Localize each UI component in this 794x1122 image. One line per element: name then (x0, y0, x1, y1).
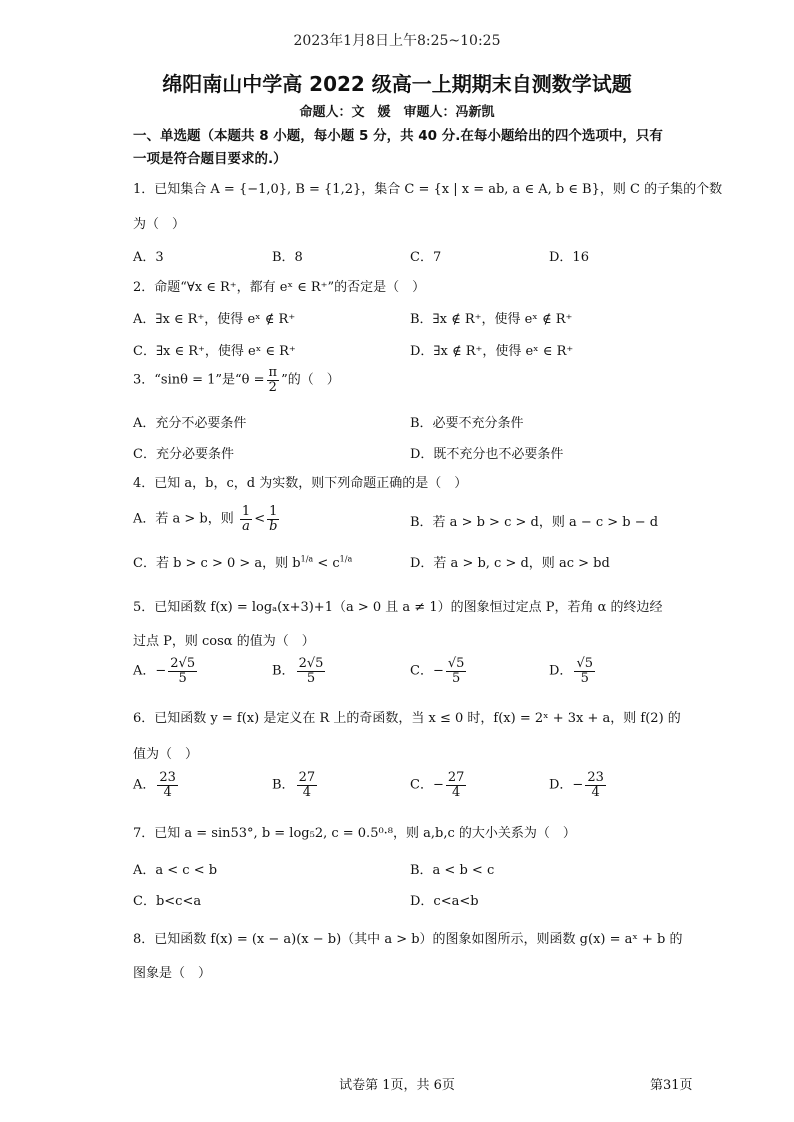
frac-den: 4 (451, 784, 461, 800)
q3-stem-pre: 3．“sinθ = 1”是“θ = (133, 372, 265, 388)
q1-option-d: D．16 (549, 250, 589, 265)
frac-num: 1 (267, 505, 279, 520)
q3-option-b: B．必要不充分条件 (410, 416, 524, 431)
frac-den: 4 (591, 784, 600, 800)
option-label: A． (133, 777, 156, 793)
q3-option-d: D．既不充分也不必要条件 (410, 447, 564, 462)
q3-frac-num: π (268, 365, 278, 380)
q2-option-d: D．∃x ∉ R⁺，使得 eˣ ∈ R⁺ (410, 344, 574, 359)
q6-option-d (549, 771, 608, 799)
q4-option-c (133, 552, 352, 571)
option-label: A．− (133, 663, 167, 679)
q1-option-b: B．8 (272, 250, 303, 265)
q4-option-c-mid: < c (313, 556, 340, 571)
exam-time: 2023年1月8日上午8:25~10:25 (293, 33, 501, 49)
option-label: C．− (410, 777, 444, 793)
q7-option-b: B．a < b < c (410, 863, 495, 878)
frac-num: 27 (447, 770, 465, 785)
q4-option-d: D．若 a > b, c > d，则 ac > bd (410, 556, 610, 571)
q5-option-b (272, 657, 327, 685)
option-fraction (157, 771, 178, 799)
option-label: D． (549, 663, 573, 679)
q4-option-c-text: C．若 b > c > 0 > a，则 b (133, 556, 301, 571)
q1-option-a: A．3 (133, 250, 164, 265)
exponent: 1/a (300, 554, 314, 564)
option-fraction (446, 657, 467, 685)
option-label: B． (272, 663, 295, 679)
q7-option-c: C．b<c<a (133, 894, 202, 909)
q1-stem-line2: 为（ ） (133, 217, 186, 232)
option-fraction (574, 657, 595, 685)
frac-den: 5 (580, 670, 589, 686)
less-than: < (254, 511, 266, 527)
frac-den: 4 (163, 784, 172, 800)
frac-num: 2√5 (170, 656, 196, 671)
frac-num: 23 (159, 770, 176, 785)
q4-stem: 4．已知 a，b，c，d 为实数，则下列命题正确的是（ ） (133, 476, 468, 491)
option-fraction (297, 771, 318, 799)
frac-num: √5 (576, 656, 593, 671)
q3-option-a: A．充分不必要条件 (133, 416, 247, 431)
section-heading-line2: 一项是符合题目要求的.） (133, 151, 287, 167)
option-fraction (168, 657, 197, 685)
q1-option-c: C．7 (410, 250, 442, 265)
q2-option-b: B．∃x ∉ R⁺，使得 eˣ ∉ R⁺ (410, 312, 573, 327)
option-label: D．− (549, 777, 584, 793)
frac-den: a (242, 518, 250, 534)
q1-stem-line1: 1．已知集合 A = {−1,0}, B = {1,2}，集合 C = {x | x = ab, a ∈ A, b ∈ B}，则 C 的子集的个数 (133, 182, 723, 197)
q7-stem: 7．已知 a = sin53°, b = log₅2, c = 0.5⁰·⁸，则 a,b,c 的大小关系为（ ） (133, 826, 576, 841)
q7-option-a: A．a < c < b (133, 863, 218, 878)
exponent: 1/a (339, 554, 353, 564)
q6-stem-line1: 6．已知函数 y = f(x) 是定义在 R 上的奇函数，当 x ≤ 0 时，f(x) = 2ˣ + 3x + a，则 f(2) 的 (133, 711, 681, 726)
q8-stem-line2: 图象是（ ） (133, 966, 212, 981)
q6-option-b (272, 771, 319, 799)
q3-frac-den: 2 (268, 379, 277, 395)
option-fraction (297, 657, 326, 685)
frac-num: 27 (298, 770, 316, 785)
q2-option-a: A．∃x ∈ R⁺，使得 eˣ ∉ R⁺ (133, 312, 296, 327)
q6-option-a (133, 771, 180, 799)
q3-stem-post: ”的（ ） (281, 372, 340, 388)
q4-option-a-frac1 (240, 505, 252, 533)
frac-den: 5 (178, 670, 187, 686)
q6-stem-line2: 值为（ ） (133, 747, 199, 762)
q7-option-d: D．c<a<b (410, 894, 479, 909)
q8-stem-line1: 8．已知函数 f(x) = (x − a)(x − b)（其中 a > b）的图象如图所示，则函数 g(x) = aˣ + b 的 (133, 932, 683, 947)
q3-stem (133, 366, 340, 394)
frac-den: b (269, 518, 278, 534)
page-title: 绵阳南山中学高 2022 级高一上期期末自测数学试题 (162, 72, 632, 96)
frac-num: √5 (447, 656, 465, 671)
q4-option-a (133, 505, 281, 533)
frac-num: 23 (587, 770, 604, 785)
authors-line: 命题人：文 媛 审题人：冯新凯 (299, 105, 495, 120)
q4-option-b: B．若 a > b > c > d，则 a − c > b − d (410, 515, 659, 530)
page-footer: 试卷第 1页，共 6页 (339, 1078, 455, 1093)
frac-den: 5 (451, 670, 461, 686)
frac-num: 2√5 (298, 656, 324, 671)
q5-option-c (410, 657, 468, 685)
frac-den: 4 (302, 784, 311, 800)
q4-option-a-frac2 (267, 505, 279, 533)
section-heading-line1: 一、单选题（本题共 8 小题，每小题 5 分，共 40 分.在每小题给出的四个选项中，只有 (133, 128, 663, 144)
q2-stem: 2．命题“∀x ∈ R⁺，都有 eˣ ∈ R⁺”的否定是（ ） (133, 280, 426, 295)
q2-option-c: C．∃x ∈ R⁺，使得 eˣ ∈ R⁺ (133, 344, 296, 359)
option-label: C．− (410, 663, 444, 679)
q6-option-c (410, 771, 468, 799)
q4-option-a-text: A．若 a > b，则 (133, 511, 234, 527)
q3-option-c: C．充分必要条件 (133, 447, 234, 462)
q3-fraction (267, 366, 280, 394)
q5-option-d (549, 657, 597, 685)
q5-stem-line1: 5．已知函数 f(x) = logₐ(x+3)+1（a > 0 且 a ≠ 1）的图象恒过定点 P，若角 α 的终边经 (133, 600, 663, 615)
q5-option-a (133, 657, 199, 685)
q5-stem-line2: 过点 P，则 cosα 的值为（ ） (133, 634, 315, 649)
option-fraction (585, 771, 606, 799)
page-number: 第31页 (650, 1078, 693, 1093)
frac-num: 1 (241, 504, 251, 519)
option-fraction (446, 771, 467, 799)
frac-den: 5 (306, 670, 316, 686)
option-label: B． (272, 777, 295, 793)
